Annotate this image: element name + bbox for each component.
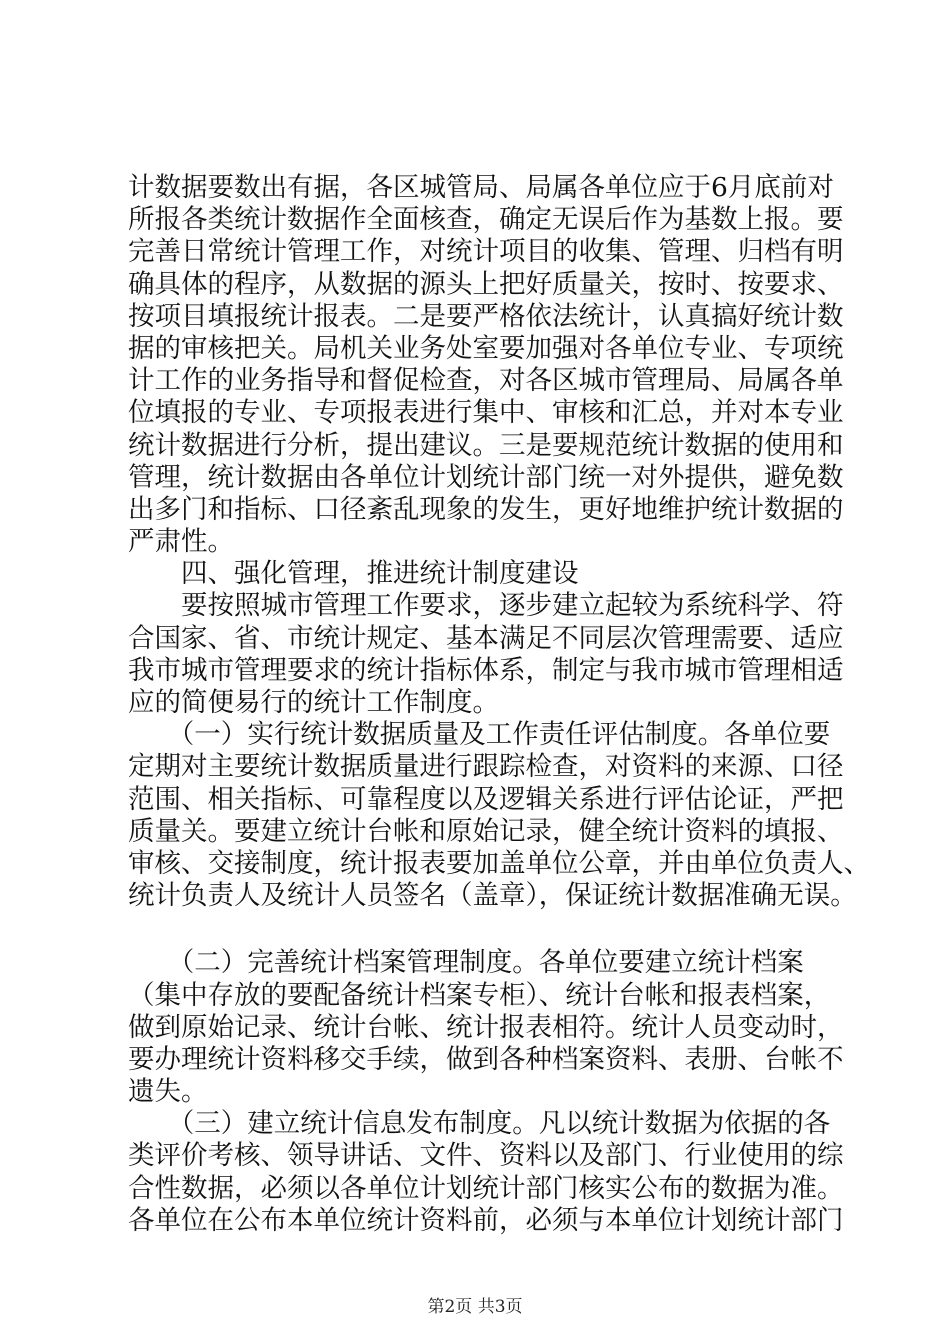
text-line: 审核、交接制度，统计报表要加盖单位公章，并由单位负责人、	[128, 847, 870, 879]
text-line: 位填报的专业、专项报表进行集中、审核和汇总，并对本专业	[128, 397, 844, 429]
text-line: 类评价考核、领导讲话、文件、资料以及部门、行业使用的综	[128, 1140, 844, 1172]
text-line: 严肃性。	[128, 526, 234, 558]
document-body	[128, 172, 870, 1237]
section-heading: 四、强化管理，推进统计制度建设	[128, 558, 579, 590]
text-line: 应的简便易行的统计工作制度。	[128, 687, 499, 718]
text-line: 合国家、省、市统计规定、基本满足不同层次管理需要、适应	[128, 622, 844, 654]
text-line: 遗失。	[128, 1076, 208, 1108]
text-line: 完善日常统计管理工作，对统计项目的收集、管理、归档有明	[128, 236, 844, 268]
text-line: 要办理统计资料移交手续，做到各种档案资料、表册、台帐不	[128, 1043, 844, 1075]
text-line: 统计负责人及统计人员签名（盖章），保证统计数据准确无误。	[128, 880, 857, 912]
paragraph-gap	[128, 912, 838, 947]
text-line: 管理，统计数据由各单位计划统计部门统一对外提供，避免数	[128, 461, 844, 493]
text-line: 范围、相关指标、可靠程度以及逻辑关系进行评估论证，严把	[128, 783, 844, 815]
text-line: 各单位在公布本单位统计资料前，必须与本单位计划统计部门	[128, 1204, 844, 1236]
text-line: 我市城市管理要求的统计指标体系，制定与我市城市管理相适	[128, 654, 844, 686]
text-line: 按项目填报统计报表。二是要严格依法统计，认真搞好统计数	[128, 300, 844, 332]
text-line: 合性数据，必须以各单位计划统计部门核实公布的数据为准。	[128, 1172, 844, 1204]
text-line: 做到原始记录、统计台帐、统计报表相符。统计人员变动时，	[128, 1011, 844, 1043]
text-line: 质量关。要建立统计台帐和原始记录，健全统计资料的填报、	[128, 815, 844, 847]
text-line: （集中存放的要配备统计档案专柜）、统计台帐和报表档案，	[128, 979, 831, 1011]
text-line: 出多门和指标、口径紊乱现象的发生，更好地维护统计数据的	[128, 493, 844, 525]
text-line: 计数据要数出有据，各区城管局、局属各单位应于6月底前对	[128, 172, 834, 203]
text-line: （二）完善统计档案管理制度。各单位要建立统计档案	[128, 947, 804, 979]
text-line: 统计数据进行分析，提出建议。三是要规范统计数据的使用和	[128, 429, 844, 461]
text-line: 要按照城市管理工作要求，逐步建立起较为系统科学、符	[128, 590, 844, 622]
text-line: （一）实行统计数据质量及工作责任评估制度。各单位要	[128, 719, 831, 751]
page-number-footer: 第2页 共3页	[427, 1297, 523, 1317]
text-line: 据的审核把关。局机关业务处室要加强对各单位专业、专项统	[128, 332, 844, 364]
text-line: 所报各类统计数据作全面核查，确定无误后作为基数上报。要	[128, 204, 844, 236]
text-line: 定期对主要统计数据质量进行跟踪检查，对资料的来源、口径	[128, 751, 844, 783]
text-line: 计工作的业务指导和督促检查，对各区城市管理局、局属各单	[128, 365, 844, 397]
text-line: （三）建立统计信息发布制度。凡以统计数据为依据的各	[128, 1108, 831, 1140]
text-line: 确具体的程序，从数据的源头上把好质量关，按时、按要求、	[128, 268, 844, 300]
